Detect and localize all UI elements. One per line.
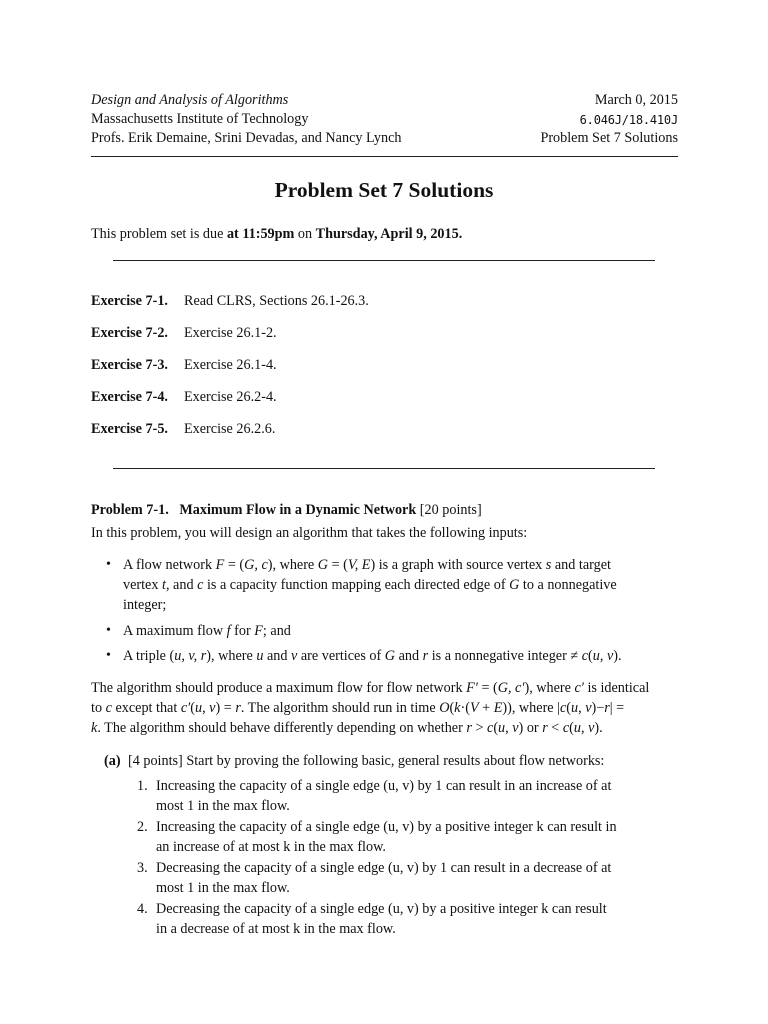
result-line: Decreasing the capacity of a single edge (u, v) by a positive integer k can result — [156, 901, 607, 917]
header-doc-title: Problem Set 7 Solutions — [540, 130, 678, 146]
result-line: Increasing the capacity of a single edge (u, v) by a positive integer k can result in — [156, 819, 617, 835]
exercise-item — [91, 323, 168, 343]
paragraph-line: to c except that c′(u, v) = r. The algorithm should run in time O(k·(V + E)), where |c(u, v)−r| = — [91, 700, 625, 716]
result-item — [156, 817, 617, 857]
bullet-item-flow-network — [123, 555, 679, 615]
due-day: Thursday, April 9, 2015. — [315, 226, 463, 242]
section-rule-1 — [113, 260, 655, 261]
result-number: 1. — [137, 778, 148, 794]
exercise-text: Exercise 26.1-4. — [184, 357, 277, 373]
exercise-text: Exercise 26.2-4. — [184, 389, 277, 405]
bullet-icon: • — [106, 648, 111, 663]
part-a-label: (a) — [104, 753, 121, 769]
part-a-text: [4 points] Start by proving the following basic, general results about flow networks: — [128, 753, 605, 769]
result-number: 4. — [137, 901, 148, 917]
section-rule-2 — [113, 468, 655, 469]
result-number: 3. — [137, 860, 148, 876]
result-line: Increasing the capacity of a single edge (u, v) by 1 can result in an increase of at — [156, 778, 612, 794]
exercise-label: Exercise 7-2. — [91, 325, 168, 341]
bullet-line: A flow network F = (G, c), where G = (V, E) is a graph with source vertex s and target — [123, 557, 611, 573]
result-line: most 1 in the max flow. — [156, 880, 290, 896]
problem-heading — [91, 500, 482, 520]
paragraph-line: k. The algorithm should behave differently depending on whether r > c(u, v) or r < c(u, v). — [91, 720, 603, 736]
exercise-item — [91, 355, 168, 375]
bullet-icon: • — [106, 557, 111, 572]
exercise-item — [91, 291, 168, 311]
exercise-label: Exercise 7-3. — [91, 357, 168, 373]
bullet-line: vertex t, and c is a capacity function mapping each directed edge of G to a nonnegative — [123, 577, 617, 593]
due-mid: on — [294, 226, 316, 242]
problem-intro: In this problem, you will design an algorithm that takes the following inputs: — [91, 525, 528, 541]
exercise-label: Exercise 7-4. — [91, 389, 168, 405]
result-item — [156, 858, 611, 898]
bullet-icon: • — [106, 623, 111, 638]
exercise-label: Exercise 7-1. — [91, 293, 168, 309]
exercise-text: Exercise 26.1-2. — [184, 325, 277, 341]
algorithm-paragraph — [91, 678, 681, 738]
due-line — [91, 224, 462, 244]
professors: Profs. Erik Demaine, Srini Devadas, and Nancy Lynch — [91, 130, 402, 146]
result-line: an increase of at most k in the max flow. — [156, 839, 386, 855]
result-item — [156, 899, 607, 939]
header-date: March 0, 2015 — [594, 92, 678, 108]
exercise-text: Read CLRS, Sections 26.1-26.3. — [184, 293, 369, 309]
exercise-label: Exercise 7-5. — [91, 421, 168, 437]
due-prefix: This problem set is due — [91, 226, 227, 242]
bullet-line: integer; — [123, 597, 167, 613]
due-time: at 11:59pm — [226, 226, 295, 242]
problem-points: [20 points] — [419, 502, 482, 518]
course-number: 6.046J/18.410J — [579, 113, 678, 127]
exercise-item — [91, 419, 168, 439]
bullet-item-max-flow: A maximum flow f for F; and — [123, 623, 291, 639]
institution-name: Massachusetts Institute of Technology — [91, 111, 309, 127]
course-name: Design and Analysis of Algorithms — [91, 92, 289, 108]
result-line: in a decrease of at most k in the max flow. — [156, 921, 396, 937]
page-title: Problem Set 7 Solutions — [274, 178, 494, 202]
result-number: 2. — [137, 819, 148, 835]
result-item — [156, 776, 611, 816]
header-rule — [91, 156, 678, 157]
result-line: Decreasing the capacity of a single edge (u, v) by 1 can result in a decrease of at — [156, 860, 612, 876]
bullet-item-triple: A triple (u, v, r), where u and v are vertices of G and r is a nonnegative integer ≠ c(u, v). — [123, 648, 622, 664]
problem-name: Maximum Flow in a Dynamic Network — [179, 502, 417, 518]
result-line: most 1 in the max flow. — [156, 798, 290, 814]
problem-label: Problem 7-1. — [91, 502, 169, 518]
paragraph-line: The algorithm should produce a maximum flow for flow network F′ = (G, c′), where c′ is identical — [91, 680, 650, 696]
exercise-text: Exercise 26.2.6. — [184, 421, 276, 437]
exercise-item — [91, 387, 168, 407]
